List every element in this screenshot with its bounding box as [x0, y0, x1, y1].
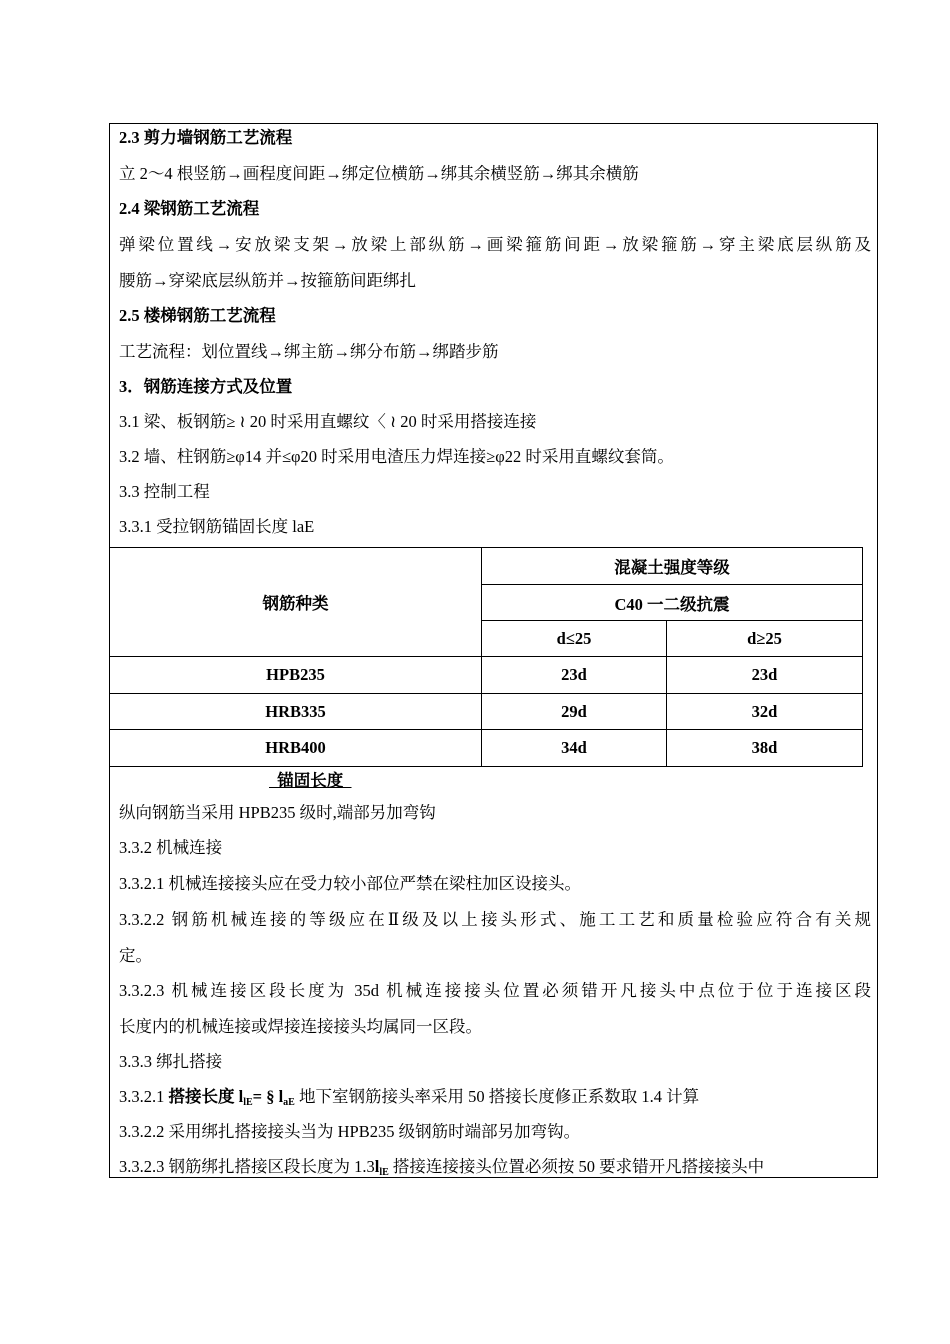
- table-caption: 锚固长度: [269, 771, 352, 790]
- section-2-3-title: 2.3 剪力墙钢筋工艺流程: [119, 128, 293, 147]
- section-2-4-title: 2.4 梁钢筋工艺流程: [119, 199, 260, 218]
- section-2-3-body: 立 2～4 根竖筋→画程度间距→绑定位横筋→绑其余横竖筋→绑其余横筋: [119, 164, 639, 183]
- section-3-3-2-1: 3.3.2.1 机械连接接头应在受力较小部位严禁在梁柱加区设接头。: [119, 874, 581, 893]
- section-3-3-3: 3.3.3 绑扎搭接: [119, 1052, 223, 1071]
- lap-zone-text-a: 3.3.2.3 钢筋绑扎搭接区段长度为 1.3: [119, 1157, 375, 1176]
- lap-zone-sub: lE: [379, 1167, 389, 1178]
- lap-length-line: [119, 1087, 871, 1113]
- document-frame: [109, 123, 878, 1178]
- section-3-1: 3.1 梁、板钢筋≥ ≀ 20 时采用直螺纹〈 ≀ 20 时采用搭接连接: [119, 412, 537, 431]
- lap-length-sub-ae: aE: [283, 1097, 295, 1108]
- anchorage-length-table: [109, 547, 863, 767]
- lap-zone-l: l: [374, 1157, 380, 1176]
- lap-zone-line: [119, 1157, 871, 1178]
- lap-length-formula: = § l: [252, 1087, 284, 1106]
- rebar-type-header: 钢筋种类: [110, 548, 482, 657]
- rebar-type-cell: HPB235: [110, 657, 482, 694]
- lap-zone-text-b: 搭接连接接头位置必须按 50 要求错开凡搭接接头中: [388, 1157, 765, 1176]
- section-2-5-body: 工艺流程：划位置线→绑主筋→绑分布筋→绑踏步筋: [119, 342, 499, 361]
- section-3-3-2-2-lap: 3.3.2.2 采用绑扎搭接接头当为 HPB235 级钢筋时端部另加弯钩。: [119, 1122, 581, 1141]
- section-3-title: 3．钢筋连接方式及位置: [119, 377, 293, 396]
- section-3-2: 3.2 墙、柱钢筋≥φ14 并≤φ20 时采用电渣压力焊连接≥φ22 时采用直螺纹套筒。: [119, 447, 674, 466]
- rebar-type-cell: HRB400: [110, 730, 482, 767]
- seismic-grade-header: C40 一二级抗震: [482, 585, 863, 621]
- table-row: [110, 730, 863, 767]
- value-cell: 29d: [482, 694, 667, 730]
- section-2-4-body-line1: 弹梁位置线→安放梁支架→放梁上部纵筋→画梁箍筋间距→放梁箍筋→穿主梁底层纵筋及: [119, 235, 871, 254]
- section-3-3: 3.3 控制工程: [119, 482, 210, 501]
- section-3-3-1: 3.3.1 受拉钢筋锚固长度 laE: [119, 517, 315, 536]
- lap-length-sub-le: lE: [243, 1097, 253, 1108]
- table-row: [110, 657, 863, 694]
- section-3-3-2-3-line1: 3.3.2.3 机械连接区段长度为 35d 机械连接接头位置必须错开凡接头中点位于位于连接区段: [119, 981, 871, 1000]
- table-row: [110, 694, 863, 730]
- lap-length-note: 地下室钢筋接头率采用 50 搭接长度修正系数取 1.4 计算: [294, 1087, 700, 1106]
- lap-length-label: 搭接长度 l: [168, 1087, 244, 1106]
- section-2-5-title: 2.5 楼梯钢筋工艺流程: [119, 306, 276, 325]
- diameter-col-le25: d≤25: [482, 621, 667, 657]
- section-3-3-2-2-line1: 3.3.2.2 钢筋机械连接的等级应在Ⅱ级及以上接头形式、施工工艺和质量检验应符合有关规: [119, 910, 871, 929]
- section-3-3-2-3-line2: 长度内的机械连接或焊接连接接头均属同一区段。: [119, 1017, 482, 1036]
- lap-length-number: 3.3.2.1: [119, 1087, 169, 1106]
- value-cell: 23d: [482, 657, 667, 694]
- value-cell: 23d: [667, 657, 863, 694]
- diameter-col-ge25: d≥25: [667, 621, 863, 657]
- value-cell: 38d: [667, 730, 863, 767]
- hpb-hook-note: 纵向钢筋当采用 HPB235 级时,端部另加弯钩: [119, 803, 436, 822]
- concrete-grade-header: 混凝土强度等级: [482, 548, 863, 585]
- value-cell: 34d: [482, 730, 667, 767]
- section-3-3-2-2-line2: 定。: [119, 946, 152, 965]
- rebar-type-cell: HRB335: [110, 694, 482, 730]
- section-3-3-2: 3.3.2 机械连接: [119, 838, 223, 857]
- value-cell: 32d: [667, 694, 863, 730]
- section-2-4-body-line2: 腰筋→穿梁底层纵筋并→按箍筋间距绑扎: [119, 271, 416, 290]
